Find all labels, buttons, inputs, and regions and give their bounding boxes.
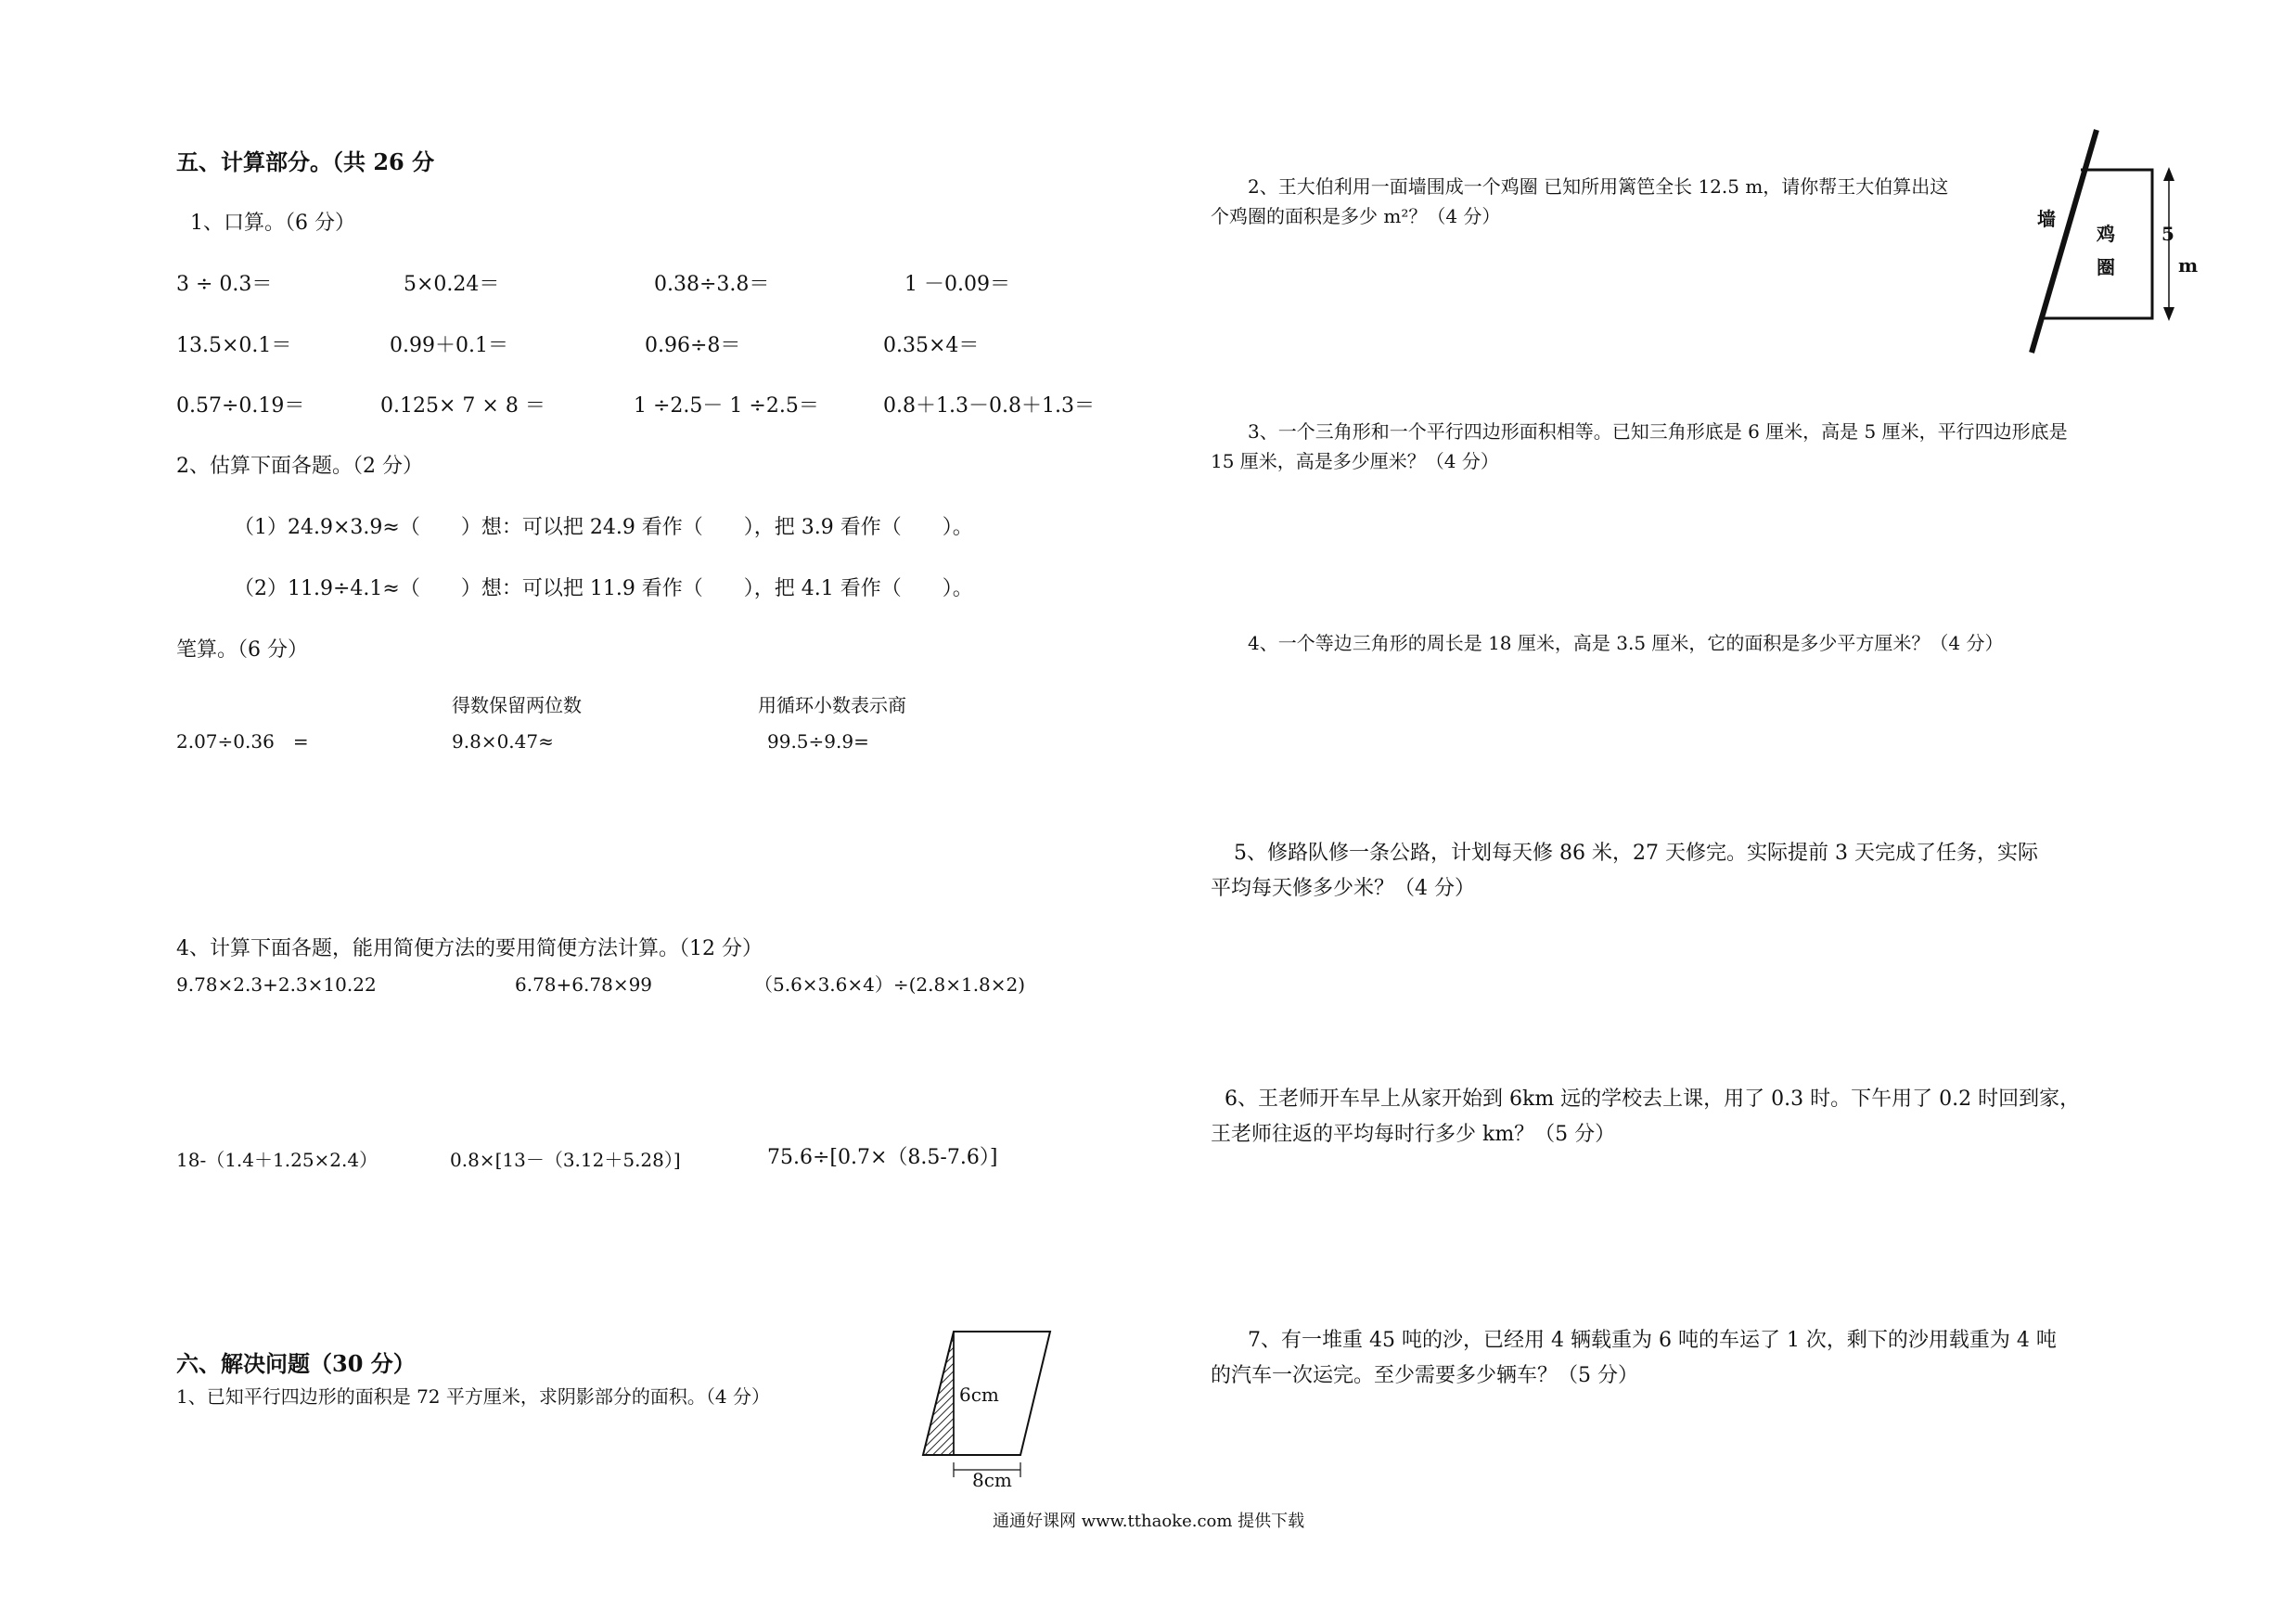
wall-label: 墙 bbox=[2037, 208, 2056, 230]
q1-title: 1、口算。（6 分） bbox=[190, 212, 355, 235]
problem-7-line-1: 7、有一堆重 45 吨的沙，已经用 4 辆载重为 6 吨的车运了 1 次，剩下的沙用载重为 4 吨 bbox=[1248, 1329, 2057, 1352]
q1-cell: 0.96÷8＝ bbox=[645, 334, 741, 357]
q1-cell: 1 ÷2.5－ 1 ÷2.5＝ bbox=[634, 394, 819, 418]
q1-cell: 0.8＋1.3－0.8＋1.3＝ bbox=[883, 394, 1095, 418]
problem-2-line-2: 个鸡圈的面积是多少 m²？（4 分） bbox=[1211, 205, 1501, 227]
problem-5-line-1: 5、修路队修一条公路，计划每天修 86 米，27 天修完。实际提前 3 天完成了任务，实际 bbox=[1234, 842, 2038, 865]
footer-source: 通通好课网 www.tthaoke.com 提供下载 bbox=[993, 1512, 1305, 1531]
problem-2-line-1: 2、王大伯利用一面墙围成一个鸡圈 已知所用篱笆全长 12.5 m，请你帮王大伯算出这 bbox=[1248, 175, 1949, 198]
q4-item: 9.78×2.3+2.3×10.22 bbox=[176, 973, 377, 996]
q4-item: （5.6×3.6×4）÷(2.8×1.8×2) bbox=[754, 973, 1026, 996]
q1-cell: 0.125× 7 × 8 ＝ bbox=[380, 394, 545, 418]
q4-item: 18-（1.4＋1.25×2.4） bbox=[176, 1149, 378, 1171]
base-label: 8cm bbox=[972, 1469, 1012, 1491]
q3-item: 99.5÷9.9= bbox=[767, 730, 869, 753]
coop-label-2: 圈 bbox=[2097, 256, 2115, 278]
q1-cell: 0.38÷3.8＝ bbox=[654, 273, 770, 296]
q3-item: 2.07÷0.36 = bbox=[176, 730, 309, 753]
problem-5-line-2: 平均每天修多少米？（4 分） bbox=[1211, 877, 1475, 900]
q1-cell: 3 ÷ 0.3＝ bbox=[176, 273, 273, 296]
problem-3-line-1: 3、一个三角形和一个平行四边形面积相等。已知三角形底是 6 厘米，高是 5 厘米，平行四边形底是 bbox=[1248, 420, 2068, 443]
q3-header: 用循环小数表示商 bbox=[758, 694, 906, 716]
q4-title: 4、计算下面各题，能用简便方法的要用简便方法计算。（12 分） bbox=[176, 937, 763, 960]
q1-cell: 5×0.24＝ bbox=[404, 273, 500, 296]
height-unit: m bbox=[2178, 254, 2199, 277]
q4-item: 75.6÷[0.7×（8.5-7.6）] bbox=[767, 1146, 998, 1169]
q1-cell: 0.35×4＝ bbox=[883, 334, 980, 357]
problem-3-line-2: 15 厘米，高是多少厘米？（4 分） bbox=[1211, 450, 1499, 472]
problem-4: 4、一个等边三角形的周长是 18 厘米，高是 3.5 厘米，它的面积是多少平方厘米？（4 分） bbox=[1248, 632, 2004, 654]
section-6-title: 六、解决问题（30 分） bbox=[176, 1350, 416, 1377]
section-5-title: 五、计算部分。（共 26 分 bbox=[176, 148, 435, 175]
problem-6-line-2: 王老师往返的平均每时行多少 km？（5 分） bbox=[1211, 1123, 1616, 1146]
q1-cell: 0.99＋0.1＝ bbox=[390, 334, 508, 357]
q1-cell: 13.5×0.1＝ bbox=[176, 334, 292, 357]
q2-item: （2）11.9÷4.1≈（ ）想：可以把 11.9 看作（ ），把 4.1 看作（ ）。 bbox=[234, 577, 973, 600]
coop-label-1: 鸡 bbox=[2097, 223, 2115, 245]
height-label: 6cm bbox=[959, 1384, 999, 1406]
parallelogram-figure bbox=[918, 1327, 1067, 1503]
q3-title: 笔算。（6 分） bbox=[176, 638, 308, 662]
height-number: 5 bbox=[2161, 223, 2174, 245]
q1-cell: 1 －0.09＝ bbox=[904, 273, 1010, 296]
problem-6-line-1: 6、王老师开车早上从家开始到 6km 远的学校去上课，用了 0.3 时。下午用了 0.2 时回到家， bbox=[1225, 1088, 2081, 1111]
q4-item: 0.8×[13－（3.12＋5.28）] bbox=[450, 1149, 681, 1171]
q2-item: （1）24.9×3.9≈（ ）想：可以把 24.9 看作（ ），把 3.9 看作（ ）。 bbox=[234, 516, 973, 539]
problem-7-line-2: 的汽车一次运完。至少需要多少辆车？（5 分） bbox=[1211, 1364, 1638, 1387]
q2-title: 2、估算下面各题。（2 分） bbox=[176, 455, 423, 478]
problem-1: 1、已知平行四边形的面积是 72 平方厘米，求阴影部分的面积。（4 分） bbox=[176, 1385, 770, 1408]
q3-header: 得数保留两位数 bbox=[452, 694, 582, 716]
q1-cell: 0.57÷0.19＝ bbox=[176, 394, 305, 418]
q3-item: 9.8×0.47≈ bbox=[452, 730, 554, 753]
q4-item: 6.78+6.78×99 bbox=[515, 973, 653, 996]
chicken-coop-figure bbox=[2022, 125, 2199, 367]
